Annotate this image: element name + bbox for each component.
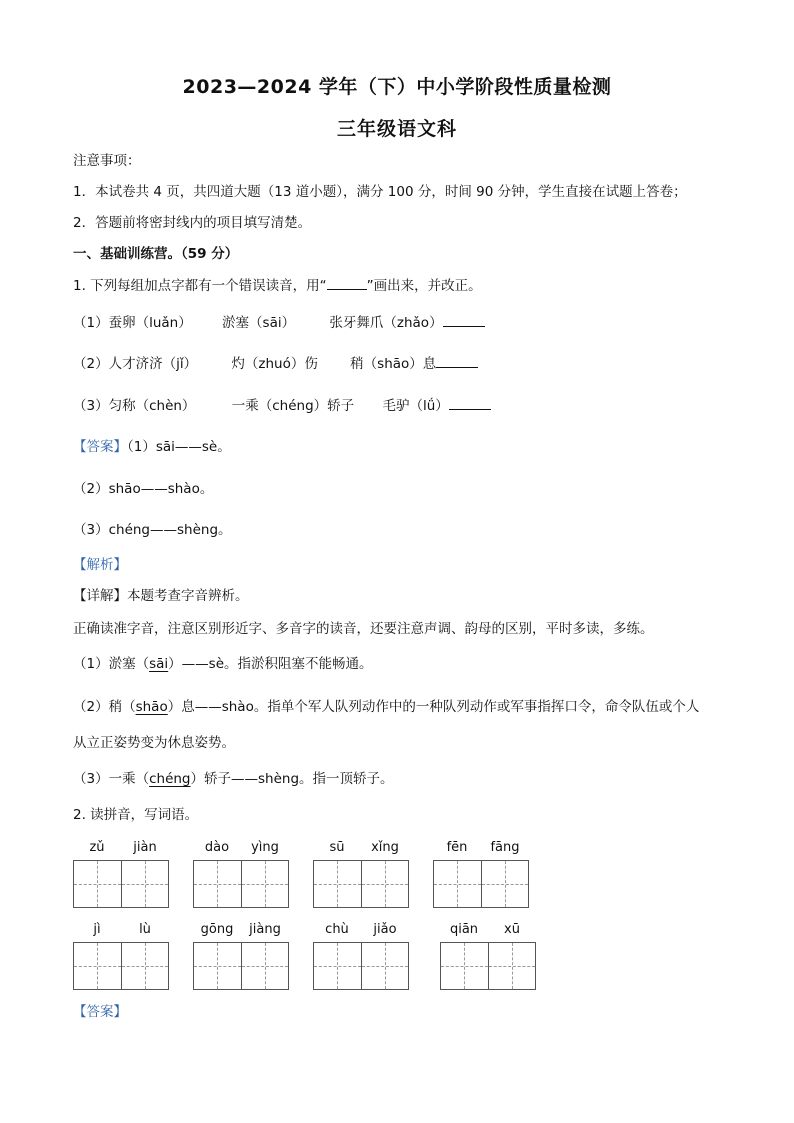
notes-item-2: 2．答题前将密封线内的项目填写清楚。 bbox=[73, 215, 312, 231]
row-item: 毛驴（lǘ） bbox=[382, 398, 449, 414]
word-grid bbox=[313, 840, 409, 908]
writing-boxes[interactable] bbox=[313, 860, 409, 908]
q1-answer-3: （3）chéng——shèng。 bbox=[73, 522, 232, 538]
row-item: 蚕卵（luǎn） bbox=[108, 315, 192, 331]
analysis-tag: 【解析】 bbox=[73, 557, 127, 573]
q1-row-3 bbox=[73, 397, 491, 415]
answer-blank[interactable] bbox=[449, 397, 491, 410]
notes-heading: 注意事项： bbox=[73, 153, 141, 169]
pinyin-label: yìng bbox=[251, 840, 279, 855]
row-label: （2） bbox=[73, 356, 109, 372]
pinyin-label: xǐng bbox=[371, 840, 399, 855]
q2-stem: 2. 读拼音，写词语。 bbox=[73, 807, 199, 823]
pinyin-label: jiàn bbox=[133, 840, 157, 855]
explain-post: ）息——shào。指单个军人队列动作中的一种队列动作或军事指挥口令，命令队伍或个人 bbox=[167, 699, 700, 715]
word-grid bbox=[193, 840, 289, 908]
row-item: 淤塞（sāi） bbox=[222, 315, 296, 331]
writing-boxes[interactable] bbox=[73, 942, 169, 990]
page-title: 2023—2024 学年（下）中小学阶段性质量检测 bbox=[182, 76, 612, 98]
writing-boxes[interactable] bbox=[193, 860, 289, 908]
explain-item-3 bbox=[73, 770, 394, 788]
detail-tag: 【详解】 bbox=[73, 588, 127, 604]
explain-item-1 bbox=[73, 655, 373, 673]
pinyin-label: lù bbox=[139, 922, 151, 937]
page-subtitle: 三年级语文科 bbox=[336, 118, 457, 140]
q1-stem bbox=[73, 277, 482, 295]
pinyin-label: xū bbox=[504, 922, 520, 937]
blank-line bbox=[327, 277, 367, 290]
q1-stem-prefix: 1. 下列每组加点字都有一个错误读音，用“ bbox=[73, 278, 327, 294]
q1-answer-1 bbox=[73, 438, 231, 456]
explain-item-2 bbox=[73, 698, 699, 716]
word-grid bbox=[440, 922, 536, 990]
detail-line bbox=[73, 587, 249, 605]
answer-text: （1）sāi——sè。 bbox=[127, 439, 231, 455]
pinyin-label: jiǎo bbox=[373, 922, 397, 937]
explain-pre: （2）稍（ bbox=[73, 699, 136, 715]
detail-text: 本题考查字音辨析。 bbox=[127, 588, 249, 604]
explain-pinyin: shāo bbox=[135, 699, 168, 715]
q1-row-1 bbox=[73, 314, 485, 332]
explain-item-2-cont: 从立正姿势变为休息姿势。 bbox=[73, 735, 235, 751]
row-label: （1） bbox=[73, 315, 109, 331]
word-grid bbox=[313, 922, 409, 990]
writing-boxes[interactable] bbox=[313, 942, 409, 990]
row-item: 灼（zhuó）伤 bbox=[231, 356, 318, 372]
pinyin-label: zǔ bbox=[89, 840, 105, 855]
row-item: 匀称（chèn） bbox=[108, 398, 196, 414]
answer-tag: 【答案】 bbox=[73, 439, 127, 455]
word-grid bbox=[433, 840, 529, 908]
row-item: 一乘（chéng）轿子 bbox=[231, 398, 355, 414]
explain-pre: （3）一乘（ bbox=[73, 771, 150, 787]
writing-boxes[interactable] bbox=[193, 942, 289, 990]
pinyin-label: jì bbox=[93, 922, 101, 937]
explain-pre: （1）淤塞（ bbox=[73, 656, 150, 672]
pinyin-label: qiān bbox=[449, 922, 479, 937]
row-item: 张牙舞爪（zhǎo） bbox=[329, 315, 443, 331]
explain-pinyin: chéng bbox=[149, 771, 191, 787]
pinyin-label: dào bbox=[204, 840, 230, 855]
pinyin-label: chù bbox=[325, 922, 349, 937]
writing-boxes[interactable] bbox=[440, 942, 536, 990]
explain-pinyin: sāi bbox=[149, 656, 169, 672]
answer-blank[interactable] bbox=[436, 355, 478, 368]
row-item: 稍（shāo）息 bbox=[350, 356, 437, 372]
pinyin-label: sū bbox=[329, 840, 345, 855]
q1-row-2 bbox=[73, 355, 478, 373]
q2-answer-tag: 【答案】 bbox=[73, 1004, 127, 1020]
row-label: （3） bbox=[73, 398, 109, 414]
explain-post: ）轿子——shèng。指一顶轿子。 bbox=[190, 771, 394, 787]
pinyin-label: fēn bbox=[446, 840, 468, 855]
pinyin-label: gōng bbox=[200, 922, 234, 937]
answer-blank[interactable] bbox=[443, 314, 485, 327]
word-grid bbox=[73, 922, 169, 990]
row-item: 人才济济（jǐ） bbox=[108, 356, 198, 372]
notes-item-1: 1．本试卷共 4 页，共四道大题（13 道小题），满分 100 分，时间 90 分钟，学生直接在试题上答卷； bbox=[73, 184, 687, 200]
word-grid bbox=[193, 922, 289, 990]
writing-boxes[interactable] bbox=[73, 860, 169, 908]
writing-boxes[interactable] bbox=[433, 860, 529, 908]
pinyin-label: jiàng bbox=[249, 922, 281, 937]
explain-text: 正确读准字音，注意区别形近字、多音字的读音，还要注意声调、韵母的区别，平时多读，多练。 bbox=[73, 621, 654, 637]
word-grid bbox=[73, 840, 169, 908]
section-1-heading: 一、基础训练营。（59 分） bbox=[73, 246, 239, 262]
q1-answer-2: （2）shāo——shào。 bbox=[73, 481, 214, 497]
pinyin-label: fāng bbox=[490, 840, 520, 855]
q1-stem-suffix: ”画出来，并改正。 bbox=[366, 278, 482, 294]
explain-post: ）——sè。指淤积阻塞不能畅通。 bbox=[168, 656, 373, 672]
